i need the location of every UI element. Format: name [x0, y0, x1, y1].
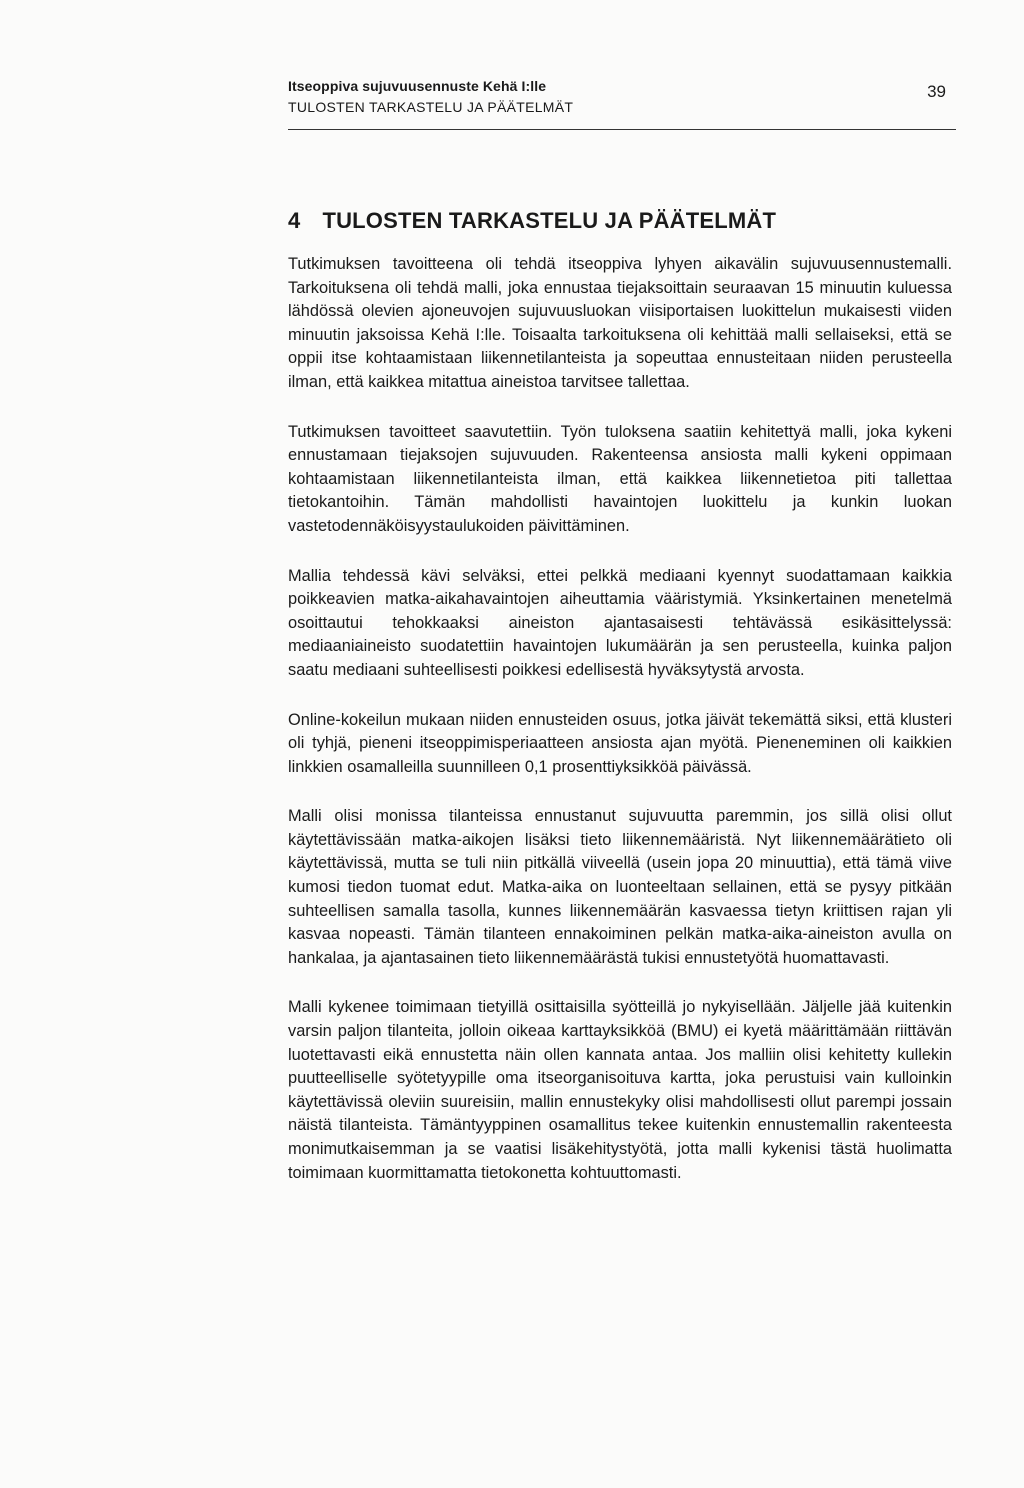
page-header [288, 78, 956, 134]
header-divider [288, 129, 956, 130]
page-number: 39 [927, 82, 946, 101]
body-paragraph: Tutkimuksen tavoitteena oli tehdä itseoppiva lyhyen aikavälin sujuvuusennustemalli. Tarkoituksena oli tehdä malli, joka ennustaa tiejaksoittain seuraavan 15 minuutin kuluessa lähdössä olevien ajoneuvojen sujuvuusluokan viisiportaisen luokittelun mukaisesti viiden minuutin jaksoissa Kehä I:lle. Toisaalta tarkoituksena oli kehittää malli sellaiseksi, että se oppii itse kohtaamistaan liikennetilanteista ja sopeuttaa ennusteitaan niiden perusteella ilman, että kaikkea mitattua aineistoa tarvitsee tallettaa. [288, 255, 952, 391]
body-paragraph: Tutkimuksen tavoitteet saavutettiin. Työn tuloksena saatiin kehitettyä malli, joka kykeni ennustamaan tiejaksojen sujuvuuden. Rakenteensa ansiosta malli kykeni oppimaan kohtaamistaan liikennetilanteista ilman, että kaikkea liikennetietoa piti tallettaa tietokantoihin. Tämän mahdollisti havaintojen luokittelu ja kunkin luokan vastetodennäköisyystaulukoiden päivittäminen. [288, 422, 952, 535]
section-number: 4 [288, 208, 301, 233]
section-title: TULOSTEN TARKASTELU JA PÄÄTELMÄT [322, 208, 777, 233]
body-paragraph: Online-kokeilun mukaan niiden ennusteiden osuus, jotka jäivät tekemättä siksi, että klusteri oli tyhjä, pieneni itseoppimisperiaatteen ansiosta ajan myötä. Pieneneminen oli kaikkien linkkien osamalleilla suunnilleen 0,1 prosenttiyksikköä päivässä. [288, 710, 952, 776]
section-heading [288, 208, 952, 234]
body-paragraph: Malli kykenee toimimaan tietyillä osittaisilla syötteillä jo nykyisellään. Jäljelle jää kuitenkin varsin paljon tilanteita, jolloin oikeaa karttayksikköä (BMU) ei kyetä määrittämään riittävän luotettavasti eikä ennustetta näin ollen kannata antaa. Jos malliin olisi kehitetty kullekin puutteelliselle syötetyypille oma itseorganisoituva kartta, joka perustuisi vain kulloinkin käytettävissä oleviin suureisiin, mallin ennustekyky olisi mahdollisesti ollut parempi jossain näistä tilanteista. Tämäntyyppinen osamallitus tekee kuitenkin ennustemallin rakenteesta monimutkaisemman ja se vaatisi lisäkehitystyötä, jotta malli kykenisi tästä huolimatta toimimaan kuormittamatta tietokonetta kohtuuttomasti. [288, 998, 952, 1182]
chapter-title: TULOSTEN TARKASTELU JA PÄÄTELMÄT [288, 99, 574, 115]
body-paragraph: Malli olisi monissa tilanteissa ennustanut sujuvuutta paremmin, jos sillä olisi ollut käytettävissään matka-aikojen lisäksi tieto liikennemääristä. Nyt liikennemäärätieto oli käytettävissä, mutta se tuli niin pitkällä viiveellä (usein jopa 20 minuuttia), että tämä viive kumosi tiedon tuomat edut. Matka-aika on luonteeltaan sellainen, että se pysyy pitkään suhteellisen samalla tasolla, kunnes liikennemäärän kasvaessa tietyn kriittisen rajan yli kasvaa nopeasti. Tämän tilanteen ennakoiminen pelkän matka-aika-aineiston avulla on hankalaa, ja ajantasainen tieto liikennemäärästä tukisi ennustetyötä huomattavasti. [288, 807, 952, 967]
body-paragraph: Mallia tehdessä kävi selväksi, ettei pelkkä mediaani kyennyt suodattamaan kaikkia poikkeavien matka-aikahavaintojen aiheuttamia vääristymiä. Yksinkertainen menetelmä osoittautui tehokkaaksi aineiston ajantasaisesti tehtävässä esikäsittelyssä: mediaaniaineisto suodatettiin havaintojen lukumäärän ja sen perusteella, kuinka paljon saatu mediaani suhteellisesti poikkesi edellisestä hyväksytystä arvosta. [288, 566, 952, 679]
running-title: Itseoppiva sujuvuusennuste Kehä I:lle [288, 78, 547, 94]
page-body [288, 208, 952, 1211]
